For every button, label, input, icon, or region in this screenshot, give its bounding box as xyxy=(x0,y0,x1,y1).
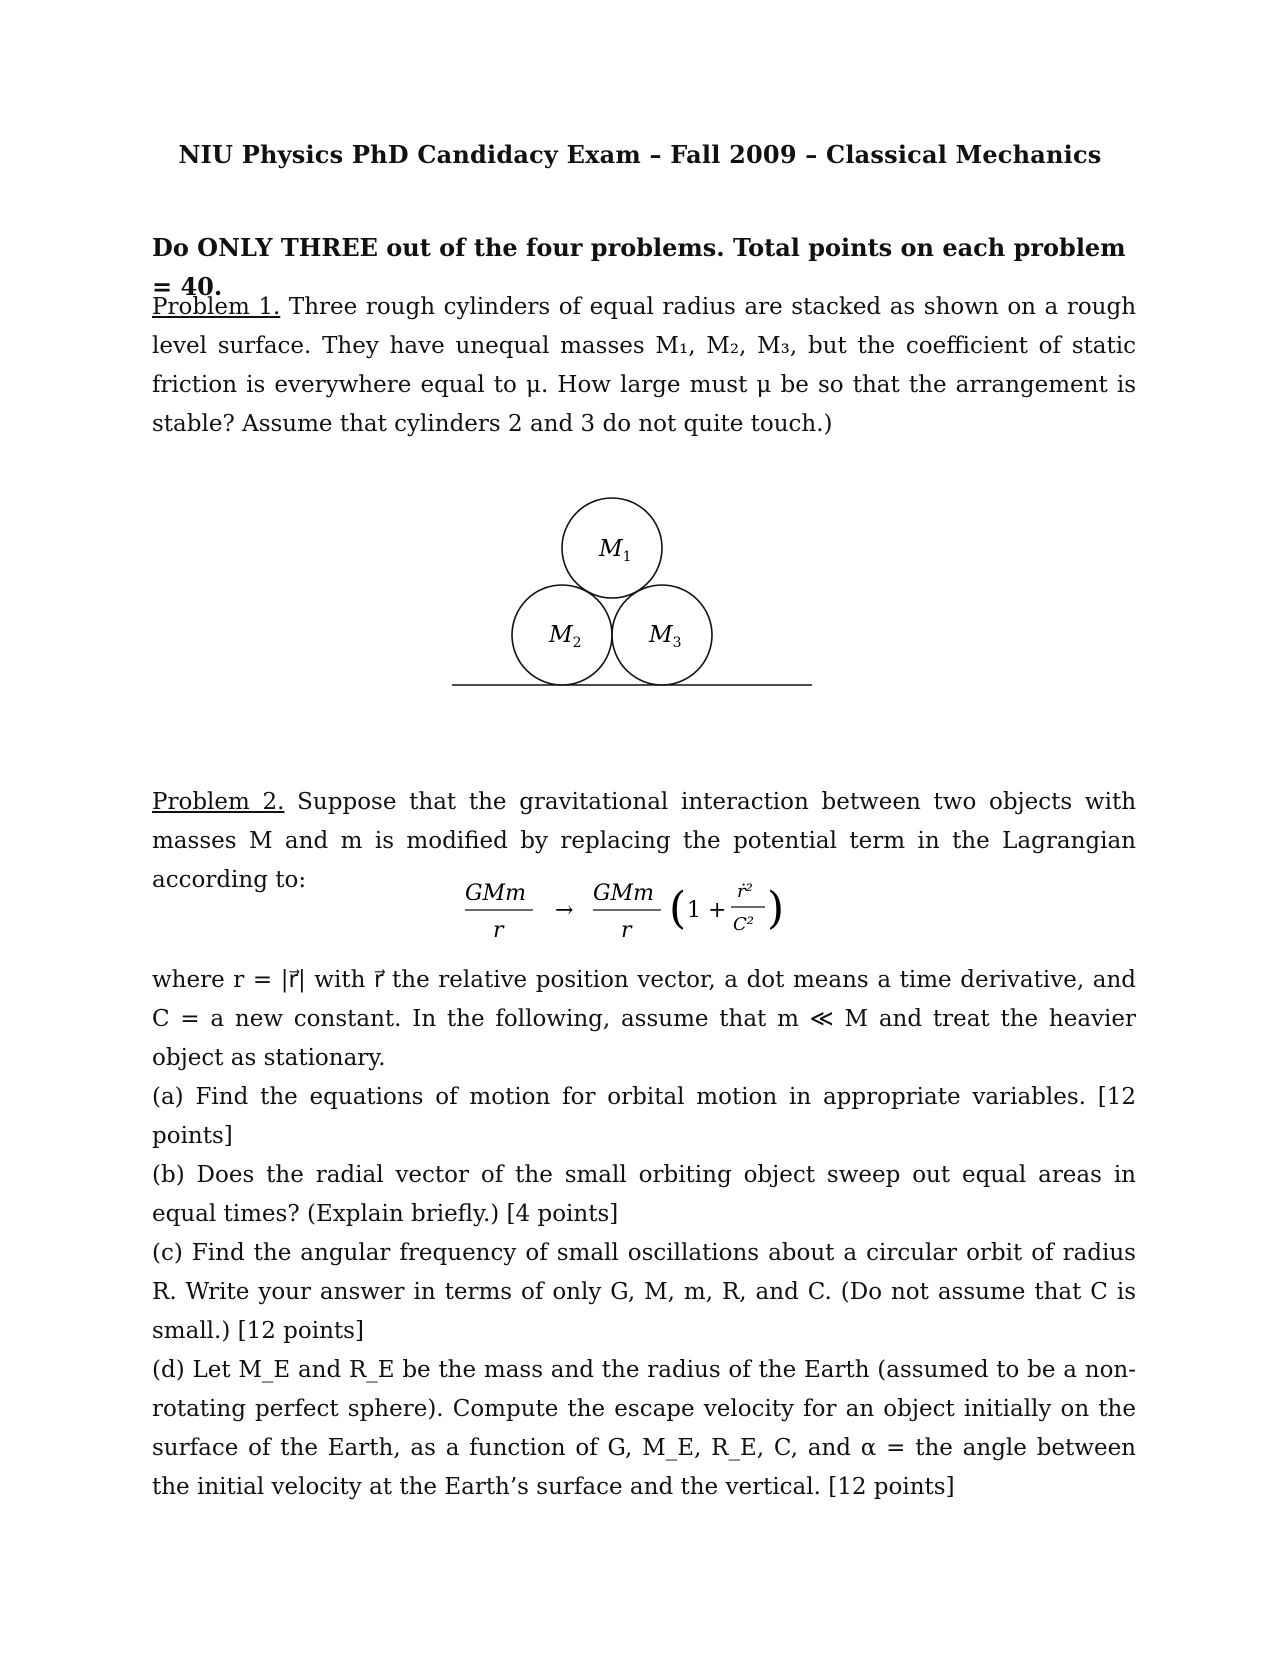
arrow: → xyxy=(555,898,574,923)
part-a: (a) Find the equations of motion for orbital motion in appropriate variables. [12 points] xyxy=(152,1084,1136,1149)
part-d: (d) Let M_E and R_E be the mass and the radius of the Earth (assumed to be a non-rotating perfect sphere). Compute the escape velocity for an object initially on the surface of the Earth, as a function of G, M_E, R_E, C, and α = the angle between the initial velocity at the Earth’s surface and the vertical. [12 points] xyxy=(152,1357,1136,1500)
problem-1-text: Three rough cylinders of equal radius are stacked as shown on a rough level surface. They have unequal masses M₁, M₂, M₃, but the coefficient of static friction is everywhere equal to μ. How large must μ be so that the arrangement is stable? Assume that cylinders 2 and 3 do not quite touch.) xyxy=(152,294,1137,437)
rdot-numerator: ṙ² xyxy=(737,881,753,902)
problem-2-label: Problem 2. xyxy=(152,789,285,815)
problem-1 xyxy=(152,288,1136,444)
c2-denominator: C² xyxy=(733,914,754,935)
left-paren: ( xyxy=(669,883,687,934)
right-paren: ) xyxy=(767,883,785,934)
label-m3: $M_3$ xyxy=(649,622,682,651)
cylinders-figure xyxy=(452,490,822,720)
lhs-numerator: GMm xyxy=(465,881,526,906)
label-m2: $M_2$ xyxy=(549,622,582,651)
rhs-numerator: GMm xyxy=(593,881,654,906)
rhs-denominator: r xyxy=(621,918,632,943)
part-b: (b) Does the radial vector of the small orbiting object sweep out equal areas in equal times? (Explain briefly.) [4 points] xyxy=(152,1162,1136,1227)
label-m1: $M_1$ xyxy=(599,536,632,565)
problem-1-label: Problem 1. xyxy=(152,294,281,320)
potential-equation xyxy=(465,875,795,950)
one-plus: 1 + xyxy=(687,898,727,923)
lhs-denominator: r xyxy=(493,918,504,943)
instructions: Do ONLY THREE out of the four problems. Total points on each problem = 40. xyxy=(152,233,1126,301)
part-c: (c) Find the angular frequency of small oscillations about a circular orbit of radius R. Write your answer in terms of only G, M, m, R, and C. (Do not assume that C is small.) [12 points] xyxy=(152,1240,1136,1344)
problem-2-after: where r = |r⃗| with r⃗ the relative position vector, a dot means a time derivative, and C = a new constant. In the following, assume that m ≪ M and treat the heavier object as stationary. xyxy=(152,967,1136,1071)
problem-2-body xyxy=(152,961,1136,1507)
problem-2-text: Suppose that the gravitational interaction between two objects with masses M and m is modified by replacing the potential term in the Lagrangian according to: xyxy=(152,789,1137,893)
page-title: NIU Physics PhD Candidacy Exam – Fall 2009 – Classical Mechanics xyxy=(178,140,1102,169)
